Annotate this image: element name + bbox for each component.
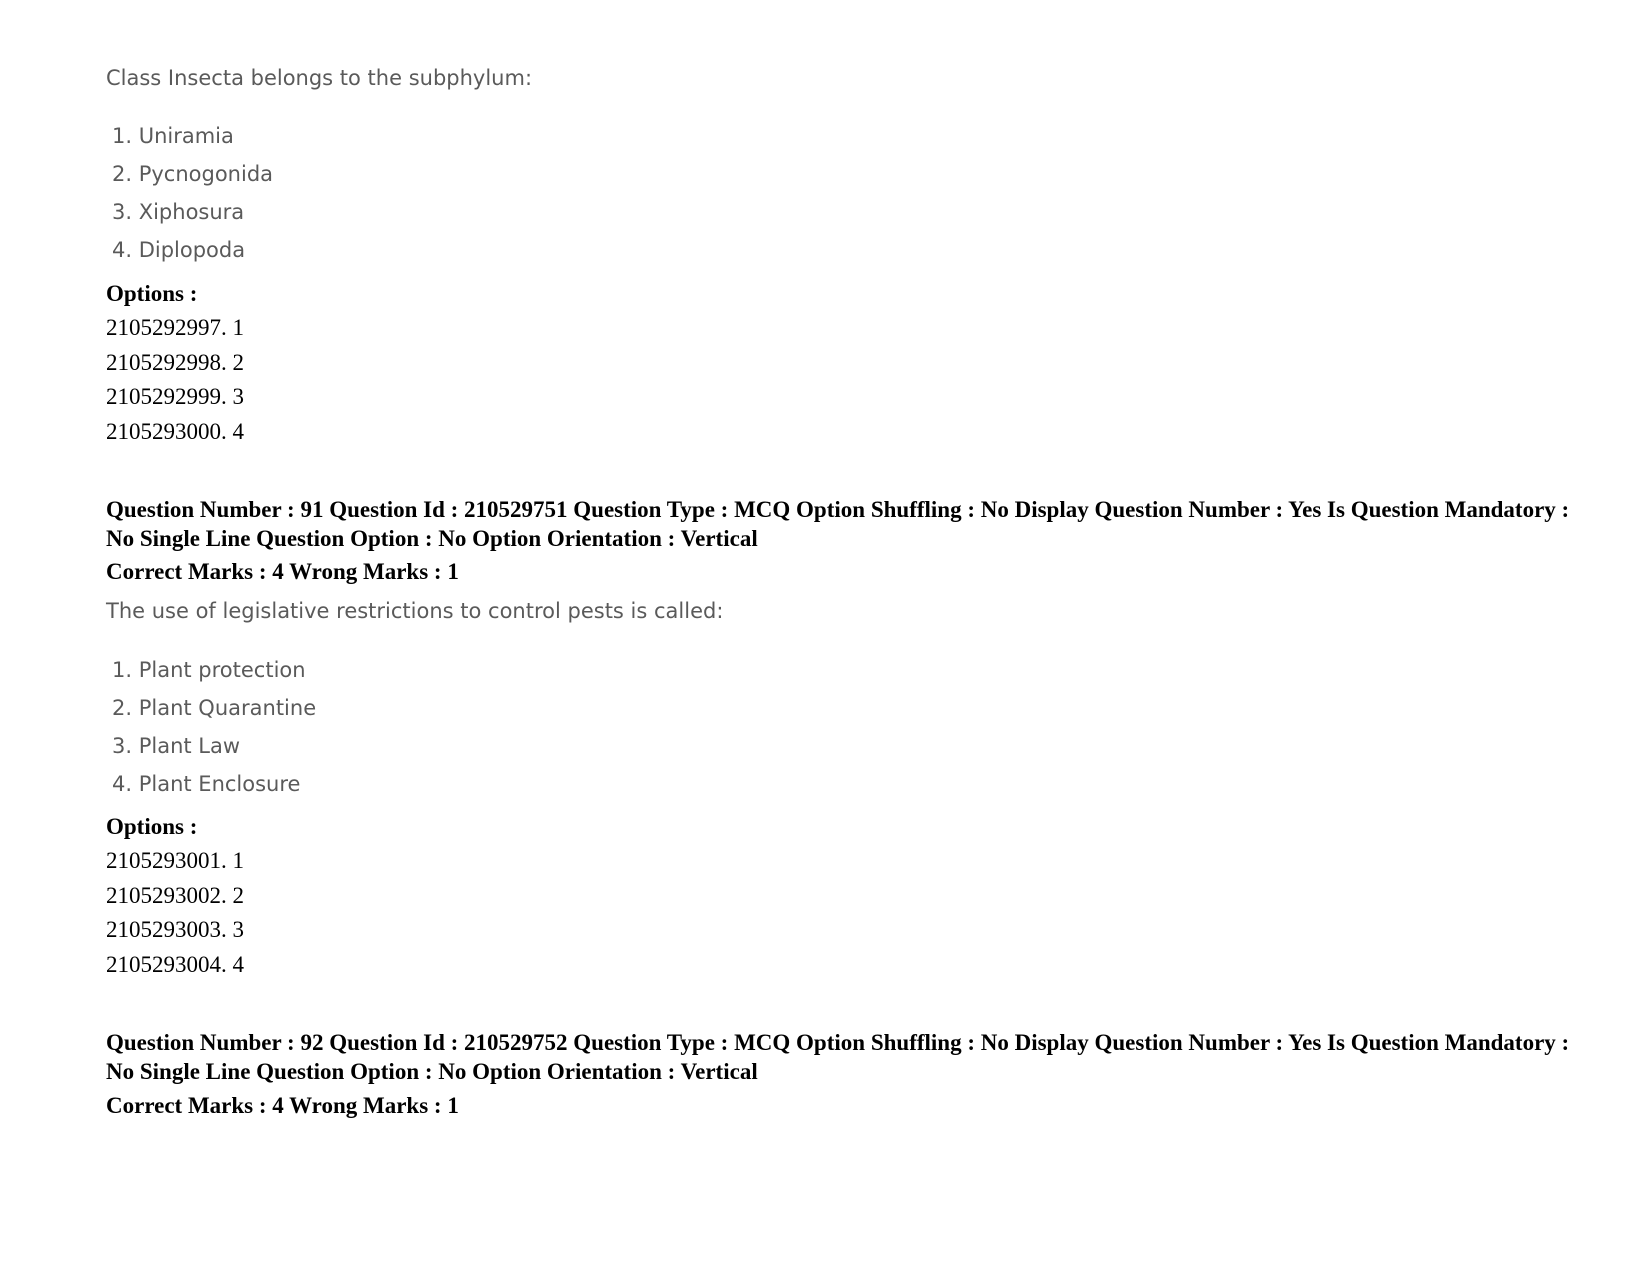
choice-item: 1. Uniramia [112, 124, 234, 148]
question-stem: Class Insecta belongs to the subphylum: [106, 66, 533, 90]
option-item: 2105292998. 2 [106, 349, 244, 375]
choice-item: 2. Plant Quarantine [112, 696, 317, 720]
question-choices [106, 117, 273, 269]
option-item: 2105292997. 1 [106, 315, 244, 340]
option-item: 2105293000. 4 [106, 418, 244, 444]
option-item: 2105293002. 2 [106, 882, 244, 908]
question-meta: Question Number : 91 Question Id : 210529751 Question Type : MCQ Option Shuffling : No Display Question Number : Yes Is Question Mandatory : No Single Line Question Option : No Option Orientation : Vertical [106, 497, 1570, 551]
choice-item: 2. Pycnogonida [112, 162, 274, 186]
option-item: 2105293001. 1 [106, 848, 244, 873]
question-marks: Correct Marks : 4 Wrong Marks : 1 [106, 1093, 459, 1118]
option-item: 2105292999. 3 [106, 384, 244, 409]
question-marks: Correct Marks : 4 Wrong Marks : 1 [106, 559, 459, 584]
options-list [106, 311, 244, 449]
option-item: 2105293003. 3 [106, 917, 244, 942]
question-meta: Question Number : 92 Question Id : 210529752 Question Type : MCQ Option Shuffling : No Display Question Number : Yes Is Question Mandatory : No Single Line Question Option : No Option Orientation : Vertical [106, 1030, 1570, 1084]
choice-item: 3. Xiphosura [112, 200, 245, 224]
options-list [106, 844, 244, 982]
choice-item: 4. Diplopoda [112, 238, 246, 262]
options-heading: Options : [106, 281, 198, 306]
question-choices [106, 651, 316, 803]
choice-item: 4. Plant Enclosure [112, 772, 301, 796]
choice-item: 3. Plant Law [112, 734, 241, 758]
choice-item: 1. Plant protection [112, 658, 306, 682]
question-stem: The use of legislative restrictions to control pests is called: [106, 599, 724, 623]
options-heading: Options : [106, 814, 198, 839]
option-item: 2105293004. 4 [106, 951, 244, 977]
